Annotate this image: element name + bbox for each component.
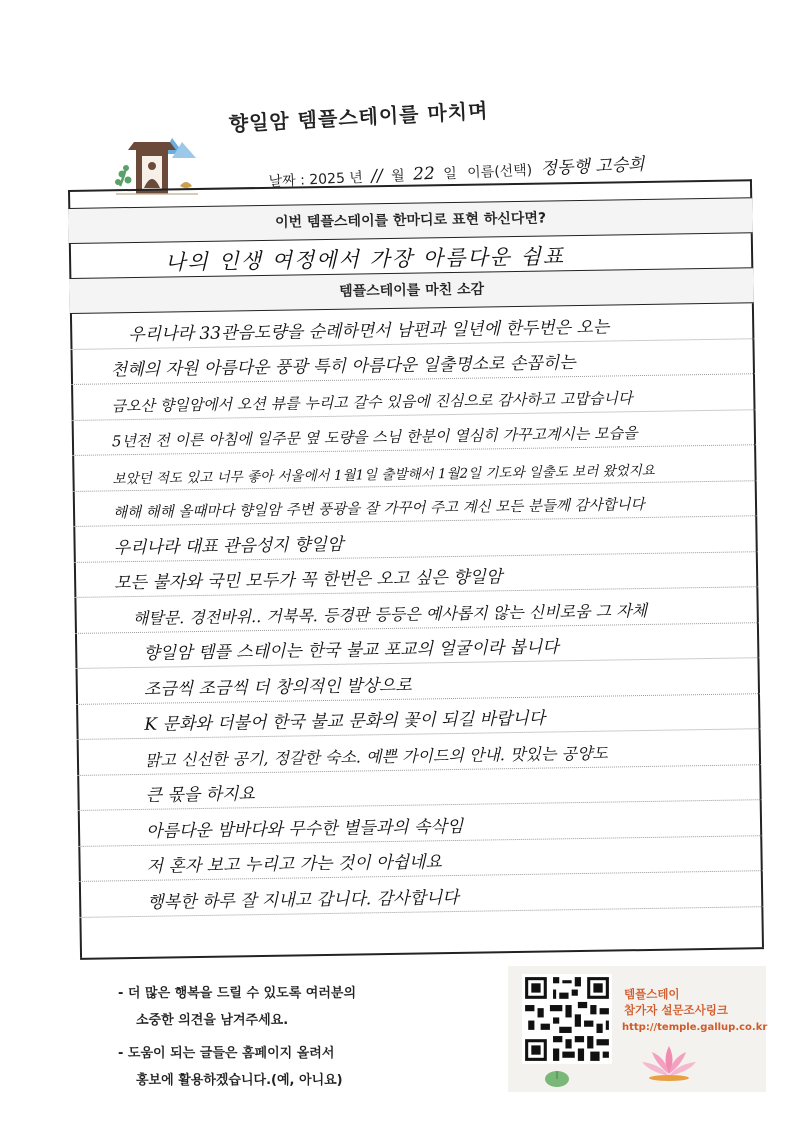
impressions-header: 템플스테이를 마친 소감: [69, 267, 753, 314]
month-unit: 월: [390, 168, 406, 185]
line-text: 모든 불자와 국민 모두가 꼭 한번은 오고 싶은 향일암: [114, 567, 503, 594]
line-text: 향일암 템플 스테이는 한국 불교 포교의 얼굴이라 봅니다: [143, 637, 559, 664]
line-text: 저 혼자 보고 누리고 가는 것이 아쉽네요: [146, 852, 442, 877]
feedback-note: [118, 980, 356, 1034]
feedback-note-line: - 더 많은 행복을 드릴 수 있도록 여러분의: [118, 986, 357, 1001]
survey-link-box: [508, 966, 766, 1092]
line-text: 아름다운 밤바다와 무수한 별들과의 속삭임: [145, 816, 464, 842]
page-title: 향일암 템플스테이를 마치며: [228, 98, 489, 136]
line-text: 천혜의 자원 아름다운 풍광 특히 아름다운 일출명소로 손꼽히는: [110, 353, 576, 381]
year-unit: 년: [349, 169, 364, 187]
leaf-icon: [544, 1070, 570, 1088]
qr-code-icon[interactable]: [522, 974, 612, 1064]
lotus-icon: [638, 1042, 700, 1082]
name-label: 이름(선택): [466, 162, 533, 182]
day-value: 22: [412, 163, 436, 185]
line-text: 해탈문. 경전바위.. 거북목. 등경판 등등은 예사롭지 않는 신비로움 그 자체: [132, 600, 648, 628]
impressions-field[interactable]: [70, 303, 763, 917]
publish-note: [118, 1040, 343, 1094]
publish-note-line: - 도움이 되는 글들은 홈페이지 올려서: [118, 1046, 335, 1061]
line-text: 맑고 신선한 공기, 정갈한 숙소. 예쁜 가이드의 안내. 맛있는 공양도: [144, 743, 608, 770]
line-text: 5년전 전 이른 아침에 일주문 옆 도량을 스님 한분이 열심히 가꾸고계시는 모습을: [111, 424, 638, 451]
survey-link-title: [624, 986, 728, 1018]
survey-link-title-line: 참가자 설문조사링크: [624, 1003, 728, 1017]
line-text: 금오산 향일암에서 오션 뷰를 누리고 갈수 있음에 진심으로 감사하고 고맙습니다: [111, 388, 633, 415]
month-value: //: [370, 166, 384, 187]
date-label: 날짜 :: [268, 172, 306, 190]
line-text: 우리나라 대표 관음성지 향일암: [113, 534, 344, 558]
line-text: 조금씩 조금씩 더 창의적인 발상으로: [143, 675, 412, 700]
line-text: 우리나라 33관음도량을 순례하면서 남편과 일년에 한두번은 오는: [128, 317, 610, 345]
survey-link-title-line: 템플스테이: [624, 987, 680, 1001]
frame-bottom-rule: [80, 947, 764, 960]
publish-note-line: 홍보에 활용하겠습니다.(예, 아니요): [136, 1073, 343, 1088]
feedback-note-line: 소중한 의견을 남겨주세요.: [136, 1013, 289, 1028]
name-value: 정동행 고승희: [540, 154, 645, 180]
survey-link-url[interactable]: http://temple.gallup.co.kr: [622, 1022, 768, 1033]
line-text: K 문화와 더불어 한국 불교 문화의 꽃이 되길 바랍니다: [144, 708, 546, 735]
line-text: 큰 몫을 하지요: [145, 784, 256, 806]
line-text: 보았던 적도 있고 너무 좋아 서울에서 1월1일 출발해서 1월2일 기도와 일출도 보러 왔었지요: [112, 462, 655, 487]
question-header: 이번 템플스테이를 한마디로 표현 하신다면?: [68, 197, 752, 244]
line-text: 행복한 하루 잘 지내고 갑니다. 감사합니다: [147, 887, 459, 913]
year-value: 2025: [308, 170, 346, 189]
one-line-answer: 나의 인생 여정에서 가장 아름다운 쉼표: [164, 244, 566, 275]
line-text: 해해 해해 올때마다 향일암 주변 풍광을 잘 가꾸어 주고 계신 모든 분들께 감사합니다: [112, 496, 645, 522]
day-unit: 일: [442, 165, 458, 183]
